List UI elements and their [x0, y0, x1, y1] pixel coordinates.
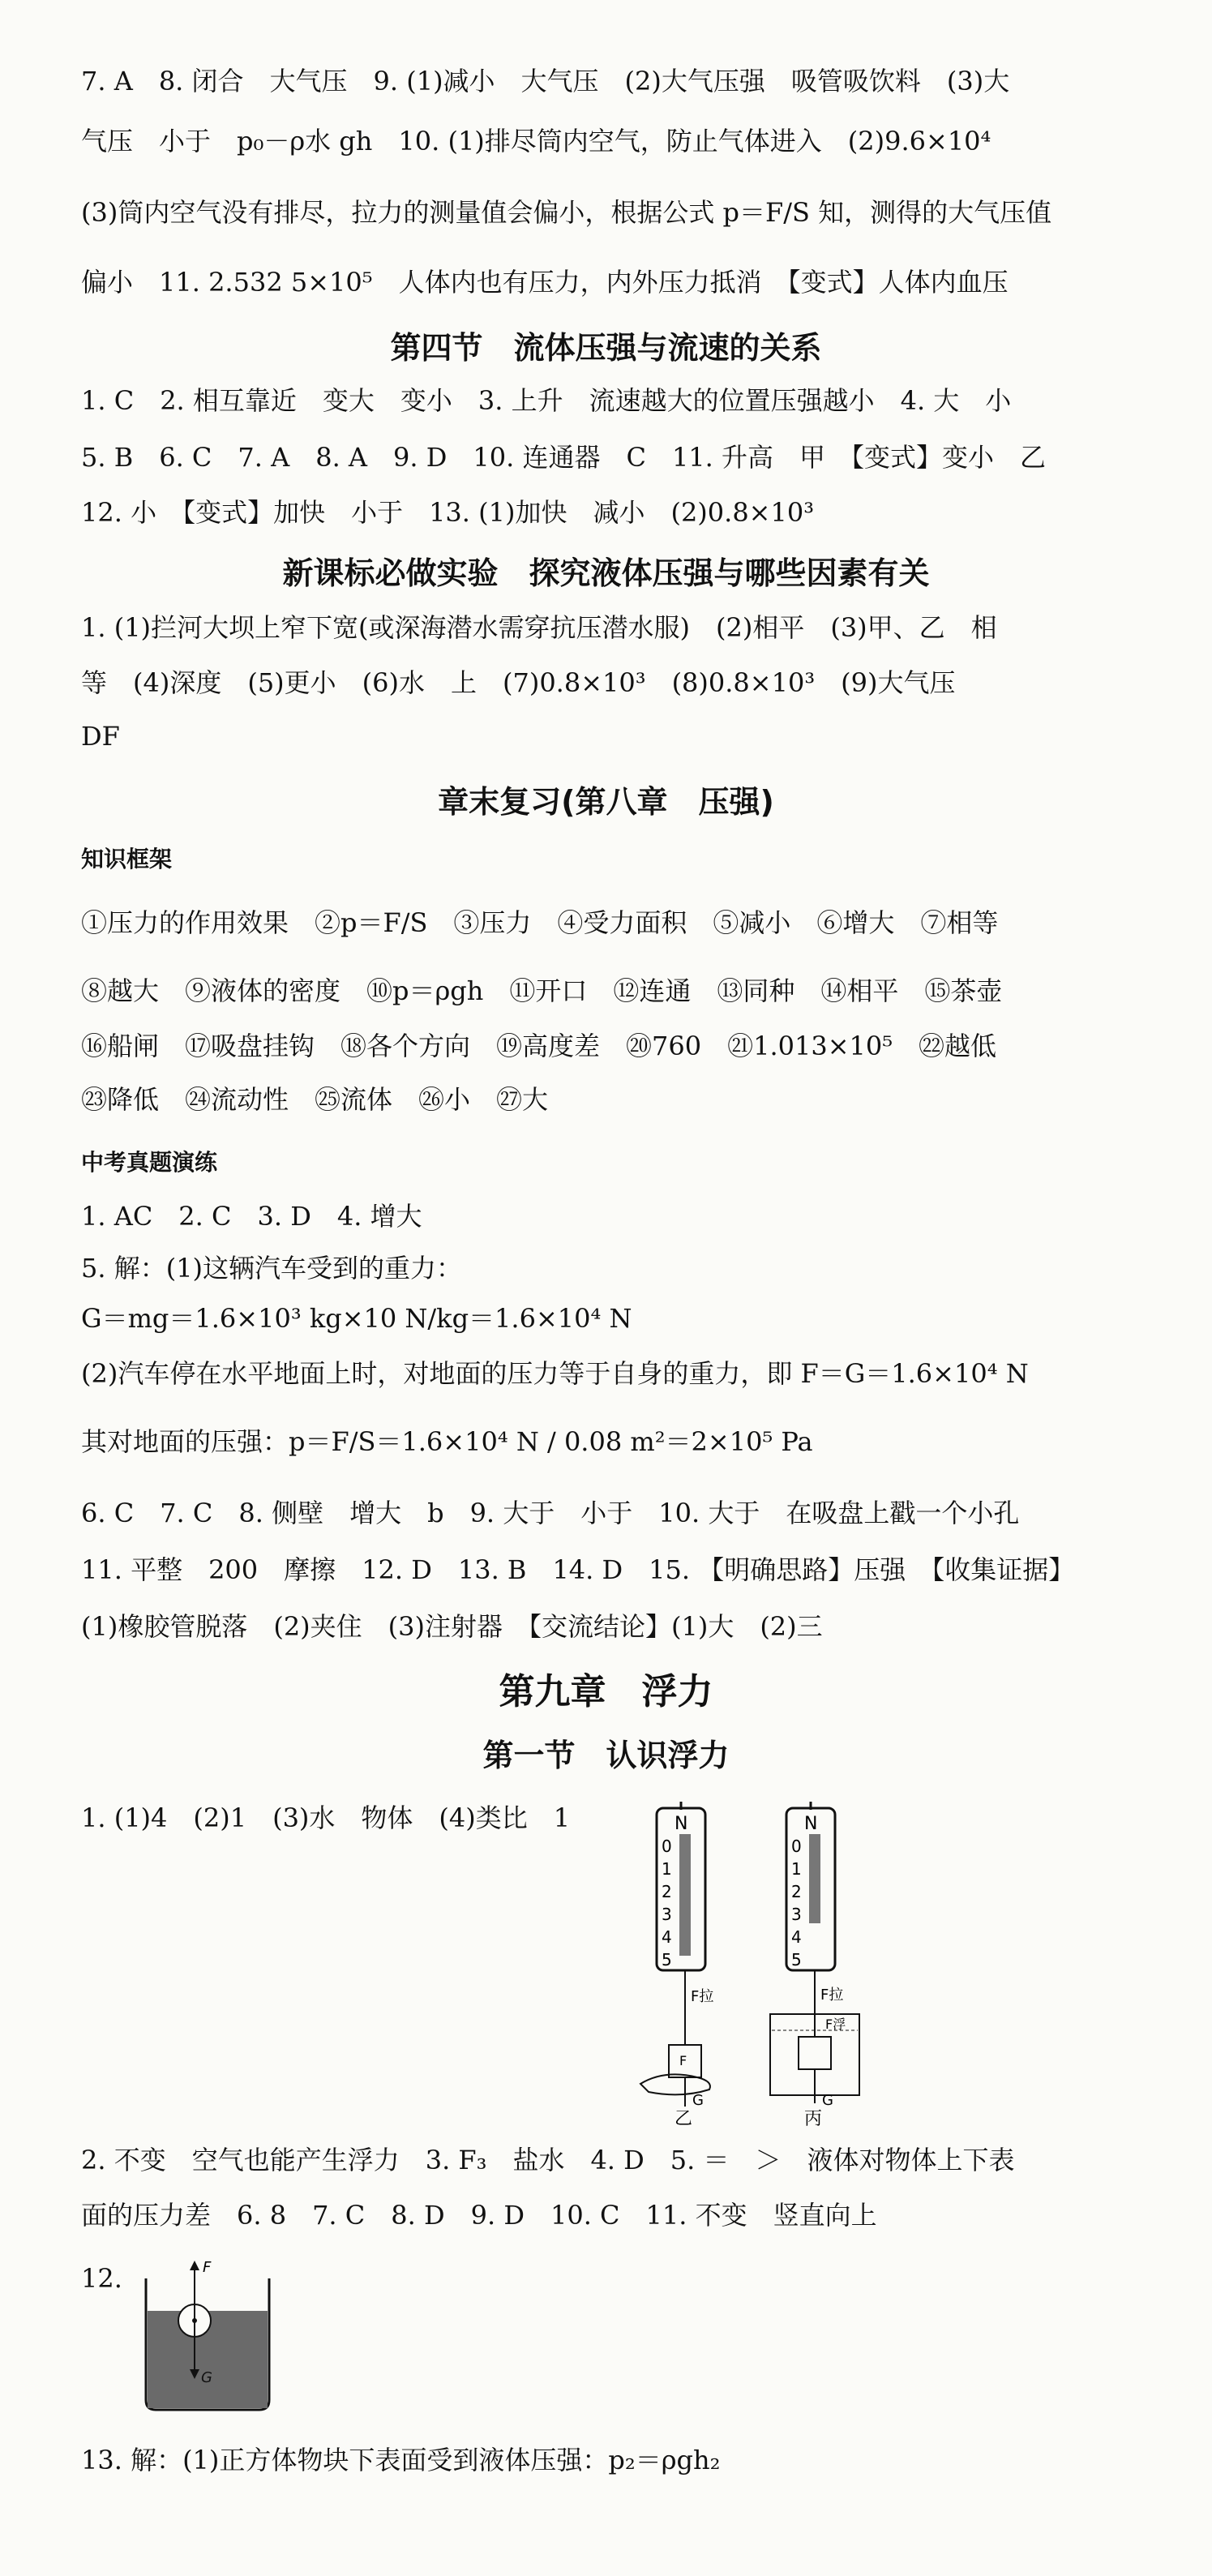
subheading: 中考真题演练	[81, 1149, 218, 1176]
text-line: 5. B 6. C 7. A 8. A 9. D 10. 连通器 C 11. 升高 甲 【变式】变小 乙	[81, 442, 1047, 473]
section-title: 章末复习(第八章 压强)	[438, 784, 774, 820]
text-line: ㉓降低 ㉔流动性 ㉕流体 ㉖小 ㉗大	[81, 1084, 549, 1115]
text-line: 气压 小于 p₀－ρ水 gh 10. (1)排尽筒内空气，防止气体进入 (2)9.6×10⁴	[81, 126, 991, 156]
text-line: 1. (1)4 (2)1 (3)水 物体 (4)类比 1	[81, 1802, 571, 1833]
text-line: 11. 平整 200 摩擦 12. D 13. B 14. D 15. 【明确思路】压强 【收集证据】	[81, 1554, 1075, 1585]
text-line: 1. (1)拦河大坝上窄下宽(或深海潜水需穿抗压潜水服) (2)相平 (3)甲、乙 相	[81, 612, 997, 643]
tick-label: 3	[791, 1905, 802, 1924]
force-label: F拉	[691, 1988, 714, 2005]
tick-label: 5	[662, 1950, 672, 1970]
force-label: F	[203, 2259, 212, 2276]
text-line: 其对地面的压强：p＝F/S＝1.6×10⁴ N / 0.08 m²＝2×10⁵ Pa	[81, 1426, 813, 1457]
figure-label: 乙	[675, 2109, 693, 2126]
force-label: F拉	[820, 1987, 844, 2004]
text-line: 1. AC 2. C 3. D 4. 增大	[81, 1201, 422, 1232]
text-line: ⑧越大 ⑨液体的密度 ⑩p＝ρgh ⑪开口 ⑫连通 ⑬同种 ⑭相平 ⑮茶壶	[81, 975, 1003, 1006]
text-line: ⑯船闸 ⑰吸盘挂钩 ⑱各个方向 ⑲高度差 ⑳760 ㉑1.013×10⁵ ㉒越低	[81, 1031, 997, 1061]
spring-scale-figure	[632, 1802, 876, 2126]
text-line: 7. A 8. 闭合 大气压 9. (1)减小 大气压 (2)大气压强 吸管吸饮料 (3)大	[81, 66, 1010, 96]
text-line: (2)汽车停在水平地面上时，对地面的压力等于自身的重力，即 F＝G＝1.6×10⁴ N	[81, 1358, 1029, 1389]
scale-ticks-right	[791, 1837, 802, 1970]
tick-label: 3	[662, 1905, 672, 1924]
text-line: 面的压力差 6. 8 7. C 8. D 9. D 10. C 11. 不变 竖直向上	[81, 2200, 877, 2231]
force-label: G	[201, 2369, 212, 2386]
subheading: 知识框架	[81, 846, 173, 872]
section-title: 第四节 流体压强与流速的关系	[390, 330, 822, 366]
section-title: 第一节 认识浮力	[482, 1738, 730, 1773]
text-line: (1)橡胶管脱落 (2)夹住 (3)注射器 【交流结论】(1)大 (2)三	[81, 1611, 823, 1642]
beaker-figure	[138, 2254, 284, 2416]
text-line: 2. 不变 空气也能产生浮力 3. F₃ 盐水 4. D 5. ＝ ＞ 液体对物体上下表	[81, 2145, 1015, 2175]
scale-ticks-left	[662, 1837, 672, 1970]
tick-label: 2	[662, 1882, 672, 1901]
figure-label: 丙	[804, 2109, 823, 2126]
text-line: (3)筒内空气没有排尽，拉力的测量值会偏小，根据公式 p＝F/S 知，测得的大气压值	[81, 197, 1052, 228]
force-label: F	[679, 2053, 687, 2068]
chapter-title: 第九章 浮力	[499, 1671, 713, 1712]
question-number: 12.	[81, 2263, 122, 2294]
tick-label: 0	[791, 1837, 802, 1856]
tick-label: 2	[791, 1882, 802, 1901]
force-label: G	[692, 2092, 704, 2109]
force-label: G	[822, 2092, 833, 2109]
tick-label: 4	[662, 1927, 672, 1947]
scale-unit: N	[804, 1814, 818, 1834]
text-line: 偏小 11. 2.532 5×10⁵ 人体内也有压力，内外压力抵消 【变式】人体内血压	[81, 267, 1009, 298]
tick-label: 5	[791, 1950, 802, 1970]
text-line: ①压力的作用效果 ②p＝F/S ③压力 ④受力面积 ⑤减小 ⑥增大 ⑦相等	[81, 907, 999, 938]
tick-label: 0	[662, 1837, 672, 1856]
tick-label: 1	[791, 1859, 802, 1879]
tick-label: 4	[791, 1927, 802, 1947]
text-line: 12. 小 【变式】加快 小于 13. (1)加快 减小 (2)0.8×10³	[81, 497, 815, 528]
spring-scale-left	[640, 1802, 713, 2126]
spring-scale-right	[770, 1802, 859, 2126]
tick-label: 1	[662, 1859, 672, 1879]
text-line: 1. C 2. 相互靠近 变大 变小 3. 上升 流速越大的位置压强越小 4. 大 小	[81, 385, 1012, 416]
text-line: G＝mg＝1.6×10³ kg×10 N/kg＝1.6×10⁴ N	[81, 1303, 632, 1334]
text-line: 6. C 7. C 8. 侧壁 增大 b 9. 大于 小于 10. 大于 在吸盘上戳一个小孔	[81, 1498, 1020, 1528]
force-label: F浮	[825, 2017, 846, 2032]
section-title: 新课标必做实验 探究液体压强与哪些因素有关	[282, 555, 930, 591]
text-line: DF	[81, 721, 120, 752]
scale-unit: N	[675, 1814, 688, 1834]
text-line: 13. 解：(1)正方体物块下表面受到液体压强：p₂＝ρgh₂	[81, 2445, 721, 2475]
text-line: 5. 解：(1)这辆汽车受到的重力：	[81, 1253, 463, 1284]
text-line: 等 (4)深度 (5)更小 (6)水 上 (7)0.8×10³ (8)0.8×10³ (9)大气压	[81, 667, 956, 698]
